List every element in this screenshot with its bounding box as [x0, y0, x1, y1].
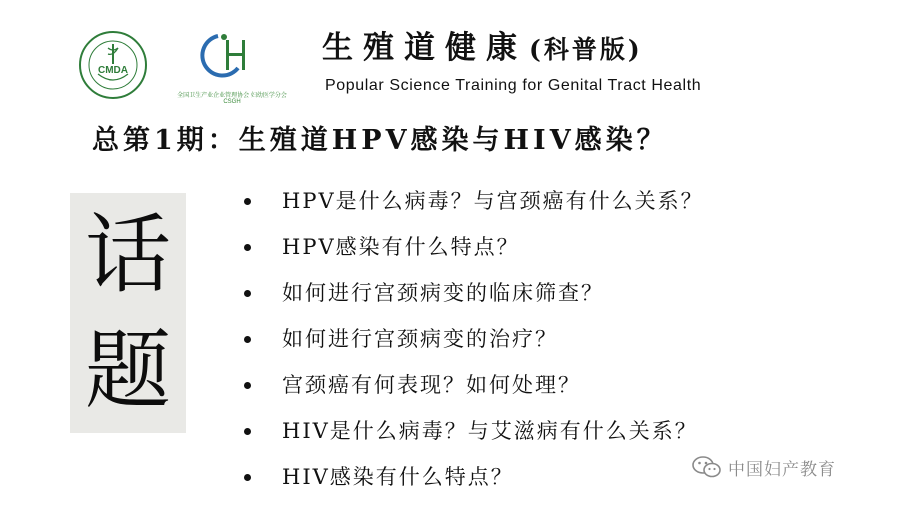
- csgh-caption: 全国卫生产业企业管理协会 妇幼医学分会 CSGH: [177, 93, 287, 105]
- topic-item: 宫颈癌有何表现？如何处理？: [244, 368, 704, 414]
- bullet-icon: [244, 336, 251, 343]
- topic-label-char: 题: [85, 321, 171, 421]
- title-main: 生殖道健康: [322, 30, 527, 66]
- topic-panel: [70, 193, 186, 433]
- watermark: [692, 452, 836, 482]
- topic-label-char: 话: [85, 205, 171, 305]
- topic-item: HIV是什么病毒？与艾滋病有什么关系？: [244, 414, 704, 460]
- bullet-icon: [244, 382, 251, 389]
- title-sub: (科普版): [529, 35, 643, 64]
- bullet-icon: [244, 198, 251, 205]
- csgh-logo: [172, 28, 292, 105]
- topic-item: 如何进行宫颈病变的治疗？: [244, 322, 704, 368]
- issue-title: 总第1期：生殖道HPV感染与HIV感染？: [92, 125, 668, 156]
- page-subtitle: Popular Science Training for Genital Tract Health: [325, 77, 702, 94]
- topic-item: HPV是什么病毒？与宫颈癌有什么关系？: [244, 184, 704, 230]
- bullet-icon: [244, 244, 251, 251]
- svg-text:CMDA: CMDA: [98, 65, 128, 76]
- topic-item: HPV感染有什么特点？: [244, 230, 704, 276]
- bullet-icon: [244, 474, 251, 481]
- bullet-icon: [244, 428, 251, 435]
- topic-item: HIV感染有什么特点？: [244, 460, 704, 506]
- topic-item: 如何进行宫颈病变的临床筛查？: [244, 276, 704, 322]
- cmda-logo: [78, 30, 148, 100]
- bullet-icon: [244, 290, 251, 297]
- topic-list: [244, 184, 704, 506]
- wechat-icon: [692, 455, 722, 479]
- page-title: [322, 22, 643, 67]
- watermark-text: 中国妇产教育: [728, 459, 836, 480]
